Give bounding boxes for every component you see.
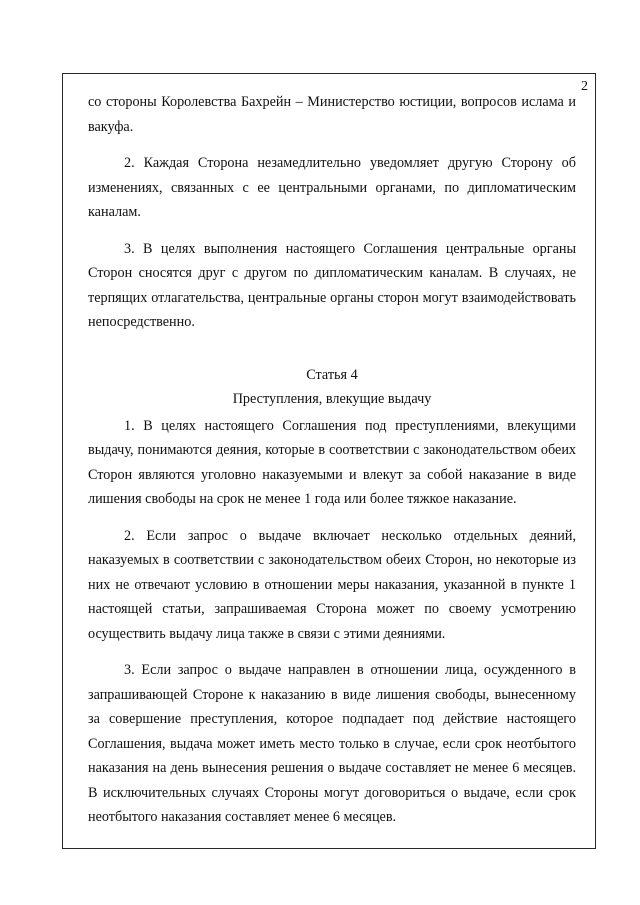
article-paragraph-3: 3. Если запрос о выдаче направлен в отношении лица, осужденного в запрашивающей Стороне к наказанию в виде лишения свободы, вынесенному за совершение преступления, которое подпадает под действие настоящего Соглашения, выдача может иметь место только в случае, если срок неотбытого наказания на день вынесения решения о выдаче составляет не менее 6 месяцев. В исключительных случаях Стороны могут договориться о выдаче, если срок неотбытого наказания составляет менее 6 месяцев. (88, 662, 576, 825)
article-heading (88, 363, 576, 412)
paragraph-continuation: со стороны Королевства Бахрейн – Министерство юстиции, вопросов ислама и вакуфа. (88, 94, 576, 135)
document-body (88, 90, 576, 842)
article-paragraph-1: 1. В целях настоящего Соглашения под преступлениями, влекущими выдачу, понимаются деяния, которые в соответствии с законодательством обеих Сторон являются уголовно наказуемыми и влекут за собой наказание в виде лишения свободы на срок не менее 1 года или более тяжкое наказание. (88, 417, 576, 507)
paragraph-clause-2: 2. Каждая Сторона незамедлительно уведомляет другую Сторону об изменениях, связанных с ее центральными органами, по дипломатическим каналам. (88, 155, 576, 220)
article-paragraph-2: 2. Если запрос о выдаче включает несколько отдельных деяний, наказуемых в соответствии с законодательством обеих Сторон, но некоторые из них не отвечают условию в отношении меры наказания, указанной в пункте 1 настоящей статьи, запрашиваемая Сторона может по своему усмотрению осуществить выдачу лица также в связи с этими деяниями. (88, 527, 576, 642)
article-number: Статья 4 (306, 366, 358, 383)
article-title: Преступления, влекущие выдачу (232, 391, 432, 407)
paragraph-clause-3: 3. В целях выполнения настоящего Соглашения центральные органы Сторон сносятся друг с другом по дипломатическим каналам. В случаях, не терпящих отлагательства, центральные органы сторон могут взаимодействовать непосредственно. (88, 240, 576, 330)
page-number: 2 (581, 79, 588, 94)
